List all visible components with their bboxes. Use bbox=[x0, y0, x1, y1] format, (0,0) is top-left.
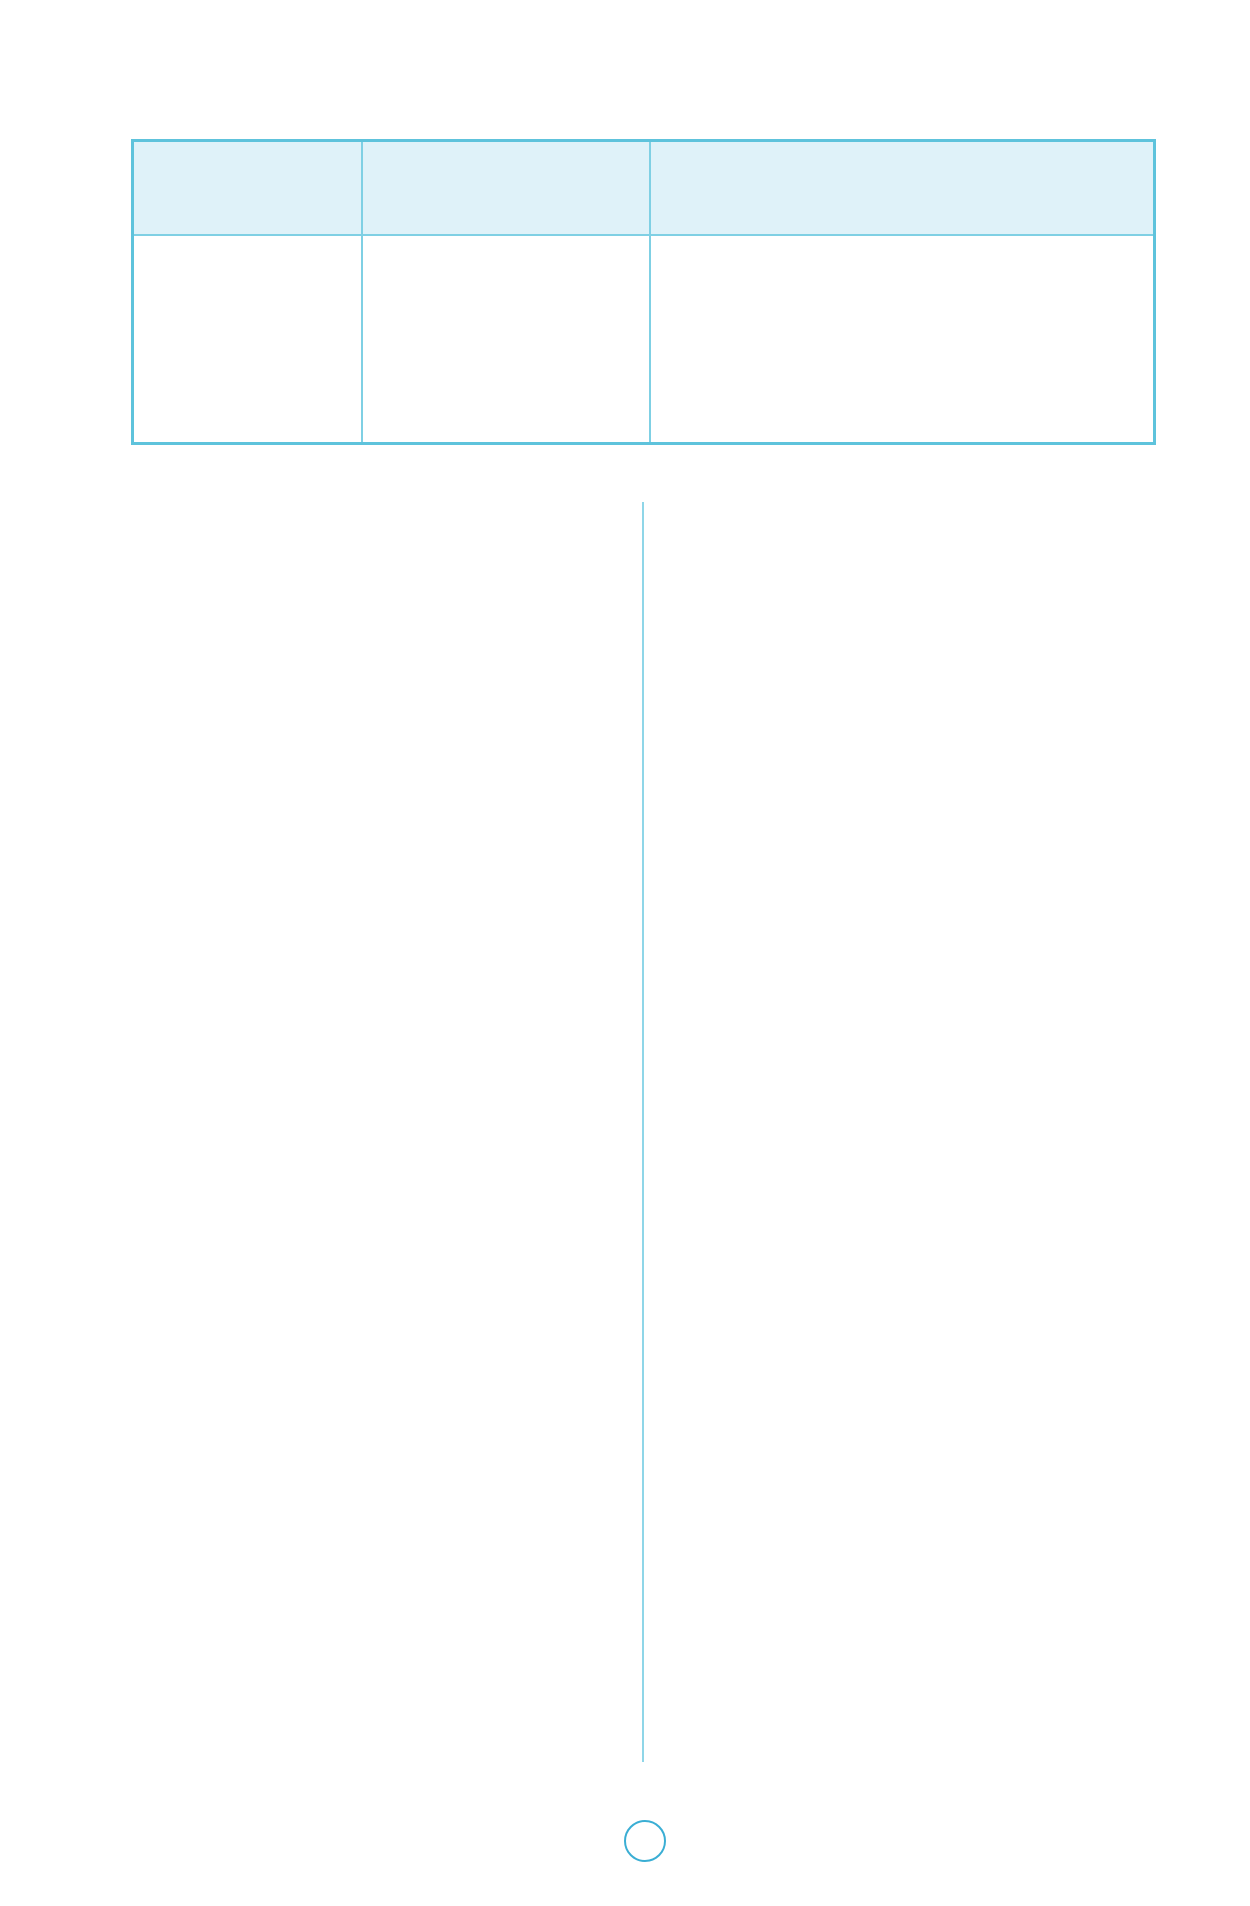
table-header-when-where bbox=[362, 141, 650, 236]
essay-title bbox=[131, 537, 617, 578]
table-cell-why bbox=[650, 235, 1155, 444]
column-divider bbox=[642, 502, 644, 1762]
table-row bbox=[133, 235, 1155, 444]
task-heading bbox=[131, 496, 617, 537]
activity-table bbox=[131, 139, 1156, 445]
section-title-1 bbox=[181, 1424, 202, 1456]
table-cell-when-where bbox=[362, 235, 650, 444]
table-header-start bbox=[133, 141, 362, 236]
page-number bbox=[624, 1820, 666, 1862]
table-header-why bbox=[650, 141, 1155, 236]
table-cell-start bbox=[133, 235, 362, 444]
essay-line bbox=[131, 578, 617, 619]
table-header-row bbox=[133, 141, 1155, 236]
section-title-2 bbox=[720, 974, 748, 1006]
essay-line bbox=[131, 660, 617, 701]
essay-line bbox=[131, 619, 617, 660]
